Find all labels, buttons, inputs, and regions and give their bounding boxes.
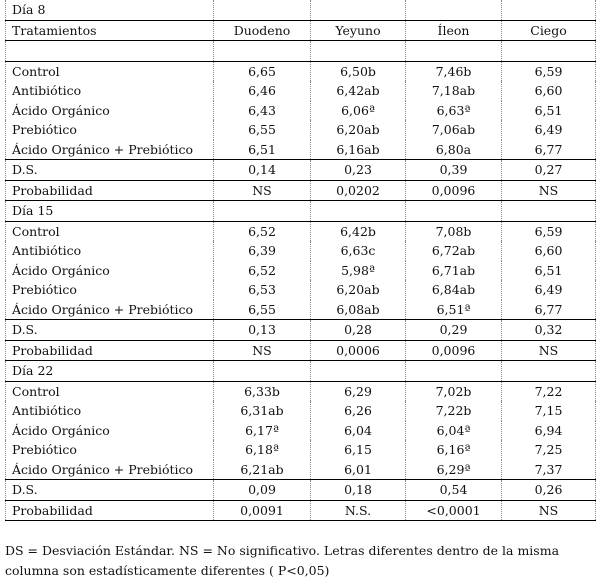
table-row	[6, 81, 596, 101]
table-body	[6, 0, 596, 521]
data-cell: 6,77	[502, 140, 596, 160]
data-cell: 6,63c	[311, 241, 406, 261]
data-cell: 6,80a	[406, 140, 502, 160]
empty-cell	[214, 201, 311, 222]
data-cell: 6,29ª	[406, 460, 502, 480]
empty-cell	[502, 361, 596, 382]
empty-cell	[406, 41, 502, 62]
data-cell: 6,49	[502, 280, 596, 300]
section-day-label: Día 15	[6, 201, 214, 222]
data-cell: 6,01	[311, 460, 406, 480]
data-cell: 5,98ª	[311, 261, 406, 281]
data-cell: 6,06ª	[311, 101, 406, 121]
data-cell: 6,94	[502, 421, 596, 441]
column-header: Duodeno	[214, 20, 311, 41]
data-cell: 6,29	[311, 381, 406, 401]
data-cell: 0,0096	[406, 180, 502, 201]
data-cell: 6,16ª	[406, 440, 502, 460]
data-cell: 0,29	[406, 320, 502, 341]
row-label: Antibiótico	[6, 401, 214, 421]
section-day-label: Día 8	[6, 0, 214, 20]
data-cell: 6,21ab	[214, 460, 311, 480]
data-cell: NS	[214, 180, 311, 201]
table-row	[6, 221, 596, 241]
data-cell: 6,51	[502, 261, 596, 281]
table-row	[6, 101, 596, 121]
data-cell: 6,59	[502, 61, 596, 81]
data-cell: 6,26	[311, 401, 406, 421]
data-cell: 6,42b	[311, 221, 406, 241]
data-cell: 6,51	[502, 101, 596, 121]
row-label: Ácido Orgánico	[6, 421, 214, 441]
empty-cell	[311, 41, 406, 62]
data-cell: 6,49	[502, 120, 596, 140]
data-cell: 6,42ab	[311, 81, 406, 101]
empty-cell	[406, 361, 502, 382]
data-cell: 6,52	[214, 221, 311, 241]
results-table	[5, 0, 596, 521]
data-cell: 6,60	[502, 81, 596, 101]
data-cell: 0,13	[214, 320, 311, 341]
table-row	[6, 300, 596, 320]
data-cell: 6,52	[214, 261, 311, 281]
row-label: Ácido Orgánico	[6, 261, 214, 281]
table-row	[6, 261, 596, 281]
table-footnote: DS = Desviación Estándar. NS = No significativo. Letras diferentes dentro de la misma columna son estadísticamente diferentes ( P<0,05)	[5, 543, 560, 578]
data-cell: 7,22	[502, 381, 596, 401]
data-cell: 0,09	[214, 480, 311, 501]
data-cell: 6,20ab	[311, 120, 406, 140]
data-cell: 6,72ab	[406, 241, 502, 261]
empty-cell	[214, 0, 311, 20]
data-cell: 0,32	[502, 320, 596, 341]
data-cell: 7,22b	[406, 401, 502, 421]
row-label: Ácido Orgánico + Prebiótico	[6, 300, 214, 320]
ds-row	[6, 480, 596, 501]
table-row	[6, 381, 596, 401]
empty-cell	[406, 201, 502, 222]
data-cell: 6,08ab	[311, 300, 406, 320]
data-cell: 0,0202	[311, 180, 406, 201]
empty-cell	[214, 41, 311, 62]
empty-cell	[214, 361, 311, 382]
empty-cell	[6, 41, 214, 62]
row-label: D.S.	[6, 320, 214, 341]
probability-row	[6, 340, 596, 361]
data-cell: 6,71ab	[406, 261, 502, 281]
data-cell: NS	[502, 500, 596, 521]
ds-row	[6, 320, 596, 341]
data-cell: 6,65	[214, 61, 311, 81]
data-cell: 7,18ab	[406, 81, 502, 101]
ds-row	[6, 160, 596, 181]
data-cell: 6,31ab	[214, 401, 311, 421]
data-cell: 6,53	[214, 280, 311, 300]
empty-cell	[311, 361, 406, 382]
data-cell: 6,50b	[311, 61, 406, 81]
data-cell: 7,02b	[406, 381, 502, 401]
row-label: Prebiótico	[6, 280, 214, 300]
row-label: Probabilidad	[6, 340, 214, 361]
data-cell: 7,37	[502, 460, 596, 480]
data-cell: 0,26	[502, 480, 596, 501]
empty-cell	[502, 41, 596, 62]
empty-cell	[406, 0, 502, 20]
probability-row	[6, 500, 596, 521]
row-label: Antibiótico	[6, 81, 214, 101]
data-cell: 6,18ª	[214, 440, 311, 460]
empty-cell	[502, 0, 596, 20]
data-cell: 0,0096	[406, 340, 502, 361]
data-cell: 6,16ab	[311, 140, 406, 160]
column-header: Tratamientos	[6, 20, 214, 41]
row-label: Ácido Orgánico + Prebiótico	[6, 140, 214, 160]
section-day-row	[6, 201, 596, 222]
data-cell: 7,08b	[406, 221, 502, 241]
data-cell: 7,46b	[406, 61, 502, 81]
table-row	[6, 61, 596, 81]
section-day-row	[6, 0, 596, 20]
data-cell: 6,55	[214, 120, 311, 140]
data-cell: 0,18	[311, 480, 406, 501]
data-cell: 6,84ab	[406, 280, 502, 300]
spacer-row	[6, 41, 596, 62]
data-cell: 6,77	[502, 300, 596, 320]
row-label: D.S.	[6, 160, 214, 181]
empty-cell	[311, 201, 406, 222]
data-cell: 6,55	[214, 300, 311, 320]
data-cell: 0,54	[406, 480, 502, 501]
data-cell: NS	[214, 340, 311, 361]
data-cell: 6,20ab	[311, 280, 406, 300]
data-cell: 6,60	[502, 241, 596, 261]
column-header: Íleon	[406, 20, 502, 41]
row-label: Control	[6, 221, 214, 241]
row-label: Antibiótico	[6, 241, 214, 261]
row-label: Ácido Orgánico	[6, 101, 214, 121]
data-cell: 6,17ª	[214, 421, 311, 441]
data-cell: 0,28	[311, 320, 406, 341]
column-header: Ciego	[502, 20, 596, 41]
data-cell: 6,15	[311, 440, 406, 460]
section-day-row	[6, 361, 596, 382]
table-row	[6, 280, 596, 300]
column-header-row	[6, 20, 596, 41]
data-cell: 6,33b	[214, 381, 311, 401]
row-label: Prebiótico	[6, 120, 214, 140]
row-label: D.S.	[6, 480, 214, 501]
data-cell: 6,51	[214, 140, 311, 160]
data-cell: 0,39	[406, 160, 502, 181]
table-row	[6, 140, 596, 160]
row-label: Control	[6, 61, 214, 81]
data-cell: 6,04ª	[406, 421, 502, 441]
data-cell: 0,0091	[214, 500, 311, 521]
table-row	[6, 440, 596, 460]
data-cell: 6,46	[214, 81, 311, 101]
data-cell: 6,39	[214, 241, 311, 261]
data-cell: 7,15	[502, 401, 596, 421]
row-label: Ácido Orgánico + Prebiótico	[6, 460, 214, 480]
row-label: Probabilidad	[6, 500, 214, 521]
table-row	[6, 241, 596, 261]
data-cell: 6,51ª	[406, 300, 502, 320]
data-cell: NS	[502, 340, 596, 361]
table-row	[6, 401, 596, 421]
data-cell: 6,04	[311, 421, 406, 441]
data-cell: 6,63ª	[406, 101, 502, 121]
row-label: Control	[6, 381, 214, 401]
probability-row	[6, 180, 596, 201]
data-cell: 0,23	[311, 160, 406, 181]
row-label: Probabilidad	[6, 180, 214, 201]
row-label: Prebiótico	[6, 440, 214, 460]
empty-cell	[502, 201, 596, 222]
data-cell: 7,06ab	[406, 120, 502, 140]
data-cell: NS	[502, 180, 596, 201]
data-cell: 7,25	[502, 440, 596, 460]
data-cell: 0,14	[214, 160, 311, 181]
data-cell: 6,59	[502, 221, 596, 241]
empty-cell	[311, 0, 406, 20]
data-cell: 6,43	[214, 101, 311, 121]
table-row	[6, 421, 596, 441]
data-cell: <0,0001	[406, 500, 502, 521]
data-cell: 0,0006	[311, 340, 406, 361]
section-day-label: Día 22	[6, 361, 214, 382]
table-row	[6, 460, 596, 480]
data-cell: N.S.	[311, 500, 406, 521]
table-row	[6, 120, 596, 140]
data-cell: 0,27	[502, 160, 596, 181]
column-header: Yeyuno	[311, 20, 406, 41]
